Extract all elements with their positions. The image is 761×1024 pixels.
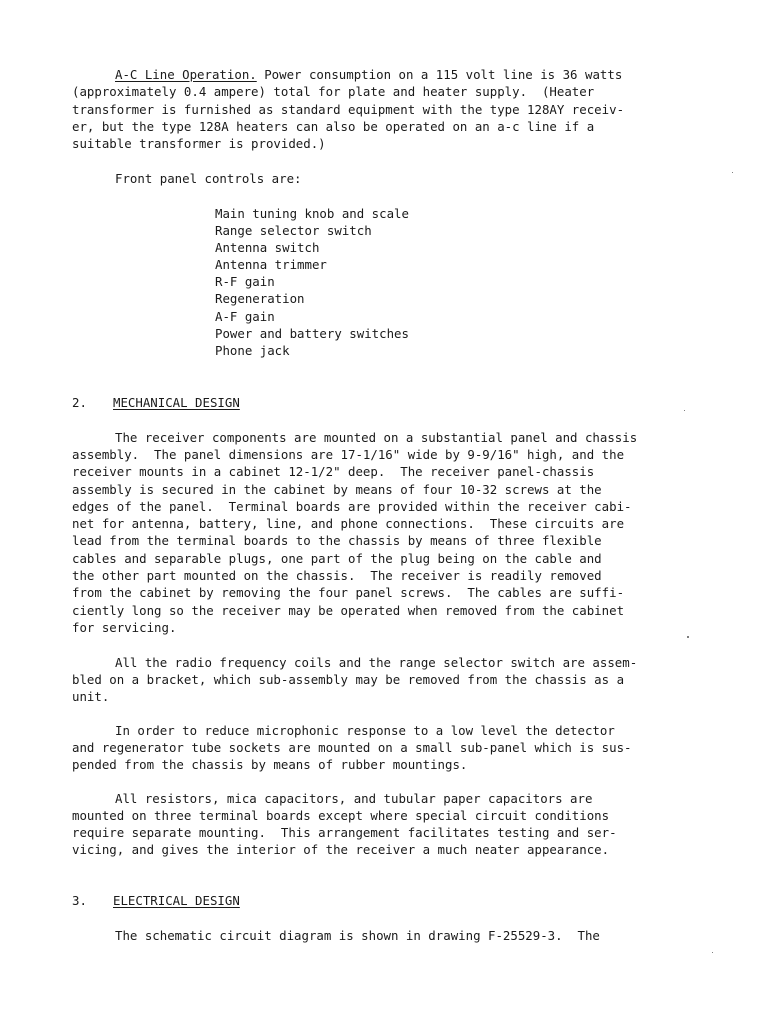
mech-p1-line: cables and separable plugs, one part of the plug being on the cable and [72, 551, 602, 566]
control-item: A-F gain [215, 309, 275, 324]
control-item: Range selector switch [215, 223, 372, 238]
scan-speck [712, 952, 713, 953]
mech-p1-line: edges of the panel. Terminal boards are provided within the receiver cabi- [72, 499, 632, 514]
control-item: Antenna switch [215, 240, 320, 255]
mech-p1-line: net for antenna, battery, line, and phone connections. These circuits are [72, 516, 625, 531]
mech-p1-line: lead from the terminal boards to the chassis by means of three flexible [72, 533, 602, 548]
mech-p1-line: for servicing. [72, 620, 177, 635]
ac-line-line-1 [115, 66, 622, 83]
ac-line-line-2: (approximately 0.4 ampere) total for plate and heater supply. (Heater [72, 84, 595, 99]
mech-p1-line: assembly. The panel dimensions are 17-1/16" wide by 9-9/16" high, and the [72, 447, 625, 462]
mech-p3-line: and regenerator tube sockets are mounted on a small sub-panel which is sus- [72, 740, 632, 755]
mech-p1-line: from the cabinet by removing the four panel screws. The cables are suffi- [72, 585, 625, 600]
ac-line-line-5: suitable transformer is provided.) [72, 136, 326, 151]
mech-p4-line: mounted on three terminal boards except where special circuit conditions [72, 808, 610, 823]
mech-p3-line: pended from the chassis by means of rubber mountings. [72, 757, 468, 772]
control-item: Power and battery switches [215, 326, 409, 341]
mech-p1-line: the other part mounted on the chassis. The receiver is readily removed [72, 568, 602, 583]
control-item: Phone jack [215, 343, 290, 358]
mech-p1-line: The receiver components are mounted on a substantial panel and chassis [115, 430, 638, 445]
scan-speck [687, 636, 689, 638]
mech-p4-line: vicing, and gives the interior of the receiver a much neater appearance. [72, 842, 610, 857]
ac-line-text: Power consumption on a 115 volt line is 36 watts [256, 67, 623, 82]
mech-p2-line: unit. [72, 689, 110, 704]
control-item: Antenna trimmer [215, 257, 327, 272]
mech-p1-line: ciently long so the receiver may be operated when removed from the cabinet [72, 603, 625, 618]
section-3-title: ELECTRICAL DESIGN [113, 893, 240, 908]
mech-p4-line: All resistors, mica capacitors, and tubular paper capacitors are [115, 791, 593, 806]
section-3-number: 3. [72, 893, 87, 908]
scan-speck [732, 172, 733, 173]
mech-p1-line: receiver mounts in a cabinet 12-1/2" deep. The receiver panel-chassis [72, 464, 595, 479]
front-panel-intro: Front panel controls are: [115, 171, 302, 186]
mech-p2-line: All the radio frequency coils and the range selector switch are assem- [115, 655, 638, 670]
mech-p1-line: assembly is secured in the cabinet by means of four 10-32 screws at the [72, 482, 602, 497]
ac-line-line-3: transformer is furnished as standard equipment with the type 128AY receiv- [72, 102, 625, 117]
mech-p2-line: bled on a bracket, which sub-assembly may be removed from the chassis as a [72, 672, 625, 687]
ac-line-heading: A-C Line Operation. [115, 67, 257, 82]
control-item: Regeneration [215, 291, 305, 306]
section-2-number: 2. [72, 395, 87, 410]
elec-p1-line: The schematic circuit diagram is shown in drawing F-25529-3. The [115, 928, 600, 943]
section-2-title: MECHANICAL DESIGN [113, 395, 240, 410]
control-item: Main tuning knob and scale [215, 206, 409, 221]
mech-p3-line: In order to reduce microphonic response to a low level the detector [115, 723, 615, 738]
control-item: R-F gain [215, 274, 275, 289]
scan-speck [684, 410, 685, 411]
mech-p4-line: require separate mounting. This arrangement facilitates testing and ser- [72, 825, 617, 840]
ac-line-line-4: er, but the type 128A heaters can also be operated on an a-c line if a [72, 119, 595, 134]
